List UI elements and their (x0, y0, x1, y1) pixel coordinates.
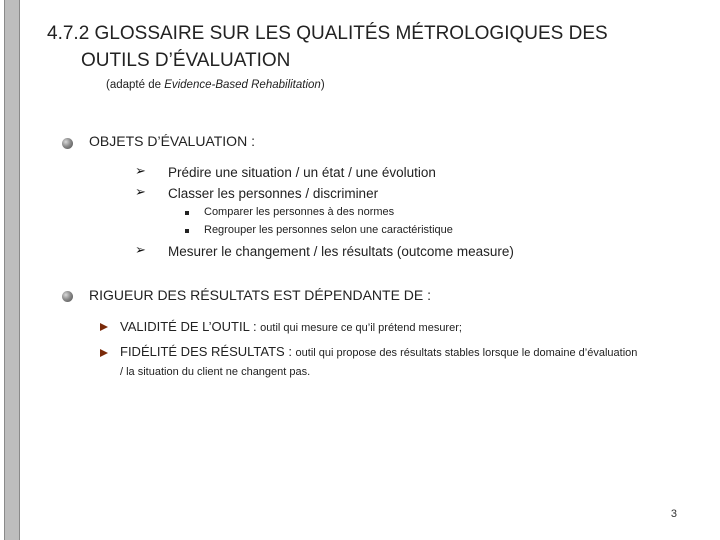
arrowhead-bullet-icon: ➢ (135, 243, 146, 258)
triangle-bullet-icon (100, 323, 108, 331)
reliability-separator: : (284, 344, 296, 359)
title-line-2: OUTILS D’ÉVALUATION (81, 50, 291, 71)
reliability-description: outil qui propose des résultats stables lorsque le domaine d’évaluation / la situation du client ne changent pas. (120, 347, 638, 378)
title-line-1: 4.7.2 GLOSSAIRE SUR LES QUALITÉS MÉTROLOGIQUES DES (47, 23, 608, 44)
square-bullet-icon (185, 229, 189, 233)
section2-heading: RIGUEUR DES RÉSULTATS EST DÉPENDANTE DE : (89, 287, 432, 303)
rigor-item-validity (120, 318, 660, 337)
reliability-term: FIDÉLITÉ DES RÉSULTATS (120, 344, 285, 359)
left-decorative-bar (4, 0, 20, 540)
subtitle-prefix: (adapté de (106, 79, 165, 91)
sub-item-2: Regrouper les personnes selon une caractéristique (204, 224, 453, 236)
slide-title (47, 20, 687, 74)
subtitle-source: Evidence-Based Rehabilitation (164, 79, 321, 91)
triangle-bullet-icon (100, 349, 108, 357)
objective-item-2: Classer les personnes / discriminer (168, 186, 379, 201)
validity-separator: : (249, 319, 261, 334)
page-number: 3 (670, 508, 677, 520)
sub-item-1: Comparer les personnes à des normes (204, 206, 395, 218)
square-bullet-icon (185, 211, 189, 215)
rigor-item-reliability (120, 343, 640, 381)
arrowhead-bullet-icon: ➢ (135, 185, 146, 200)
validity-description: outil qui mesure ce qu’il prétend mesurer; (260, 322, 462, 334)
objective-item-3: Mesurer le changement / les résultats (outcome measure) (168, 244, 514, 259)
orb-bullet-icon (62, 291, 73, 302)
arrowhead-bullet-icon: ➢ (135, 164, 146, 179)
slide-subtitle (106, 79, 325, 91)
section1-heading: OBJETS D’ÉVALUATION : (89, 133, 255, 149)
objective-item-1: Prédire une situation / un état / une évolution (168, 165, 436, 180)
validity-term: VALIDITÉ DE L’OUTIL (120, 319, 250, 334)
orb-bullet-icon (62, 138, 73, 149)
subtitle-suffix: ) (320, 79, 325, 91)
